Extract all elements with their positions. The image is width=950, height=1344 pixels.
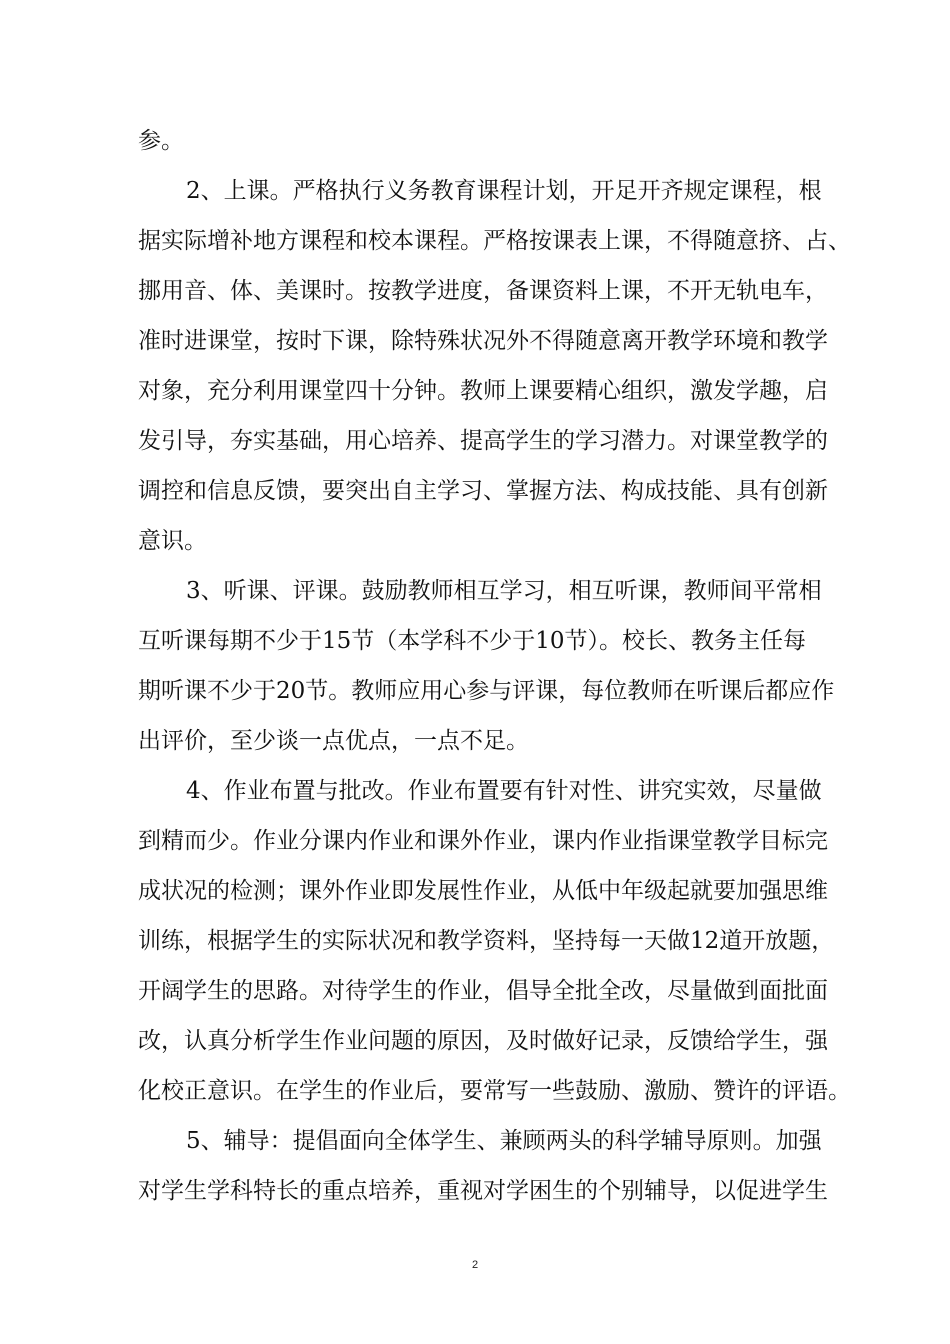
text-line: 出评价，至少谈一点优点，一点不足。	[138, 728, 529, 754]
page-number: 2	[471, 1259, 479, 1271]
text-line: 对象，充分利用课堂四十分钟。教师上课要精心组织，激发学趣，启	[138, 378, 828, 404]
paragraph-2-start: 2、上课。严格执行义务教育课程计划，开足开齐规定课程，根	[186, 178, 822, 204]
text-line: 化校正意识。在学生的作业后，要常写一些鼓励、激励、赞许的评语。	[138, 1078, 851, 1104]
text-line: 改，认真分析学生作业问题的原因，及时做好记录，反馈给学生，强	[138, 1028, 828, 1054]
text-line: 参。	[138, 128, 184, 154]
text-line: 意识。	[138, 528, 207, 554]
paragraph-5-start: 5、辅导：提倡面向全体学生、兼顾两头的科学辅导原则。加强	[186, 1128, 822, 1154]
text-line: 准时进课堂，按时下课，除特殊状况外不得随意离开教学环境和教学	[138, 328, 828, 354]
paragraph-4-start: 4、作业布置与批改。作业布置要有针对性、讲究实效，尽量做	[186, 778, 822, 804]
text-line: 发引导，夯实基础，用心培养、提高学生的学习潜力。对课堂教学的	[138, 428, 828, 454]
text-line: 到精而少。作业分课内作业和课外作业，课内作业指课堂教学目标完	[138, 828, 828, 854]
text-line: 开阔学生的思路。对待学生的作业，倡导全批全改，尽量做到面批面	[138, 978, 828, 1004]
text-line: 对学生学科特长的重点培养，重视对学困生的个别辅导，以促进学生	[138, 1178, 828, 1204]
text-line: 调控和信息反馈，要突出自主学习、掌握方法、构成技能、具有创新	[138, 478, 828, 504]
text-line: 成状况的检测；课外作业即发展性作业，从低中年级起就要加强思维	[138, 878, 828, 904]
text-line: 互听课每期不少于15节（本学科不少于10节）。校长、教务主任每	[138, 628, 807, 654]
text-line: 据实际增补地方课程和校本课程。严格按课表上课，不得随意挤、占、	[138, 228, 851, 254]
text-line: 训练，根据学生的实际状况和教学资料，坚持每一天做12道开放题，	[138, 928, 835, 954]
text-line: 期听课不少于20节。教师应用心参与评课，每位教师在听课后都应作	[138, 678, 835, 704]
paragraph-3-start: 3、听课、评课。鼓励教师相互学习，相互听课，教师间平常相	[186, 578, 822, 604]
text-line: 挪用音、体、美课时。按教学进度，备课资料上课，不开无轨电车，	[138, 278, 828, 304]
